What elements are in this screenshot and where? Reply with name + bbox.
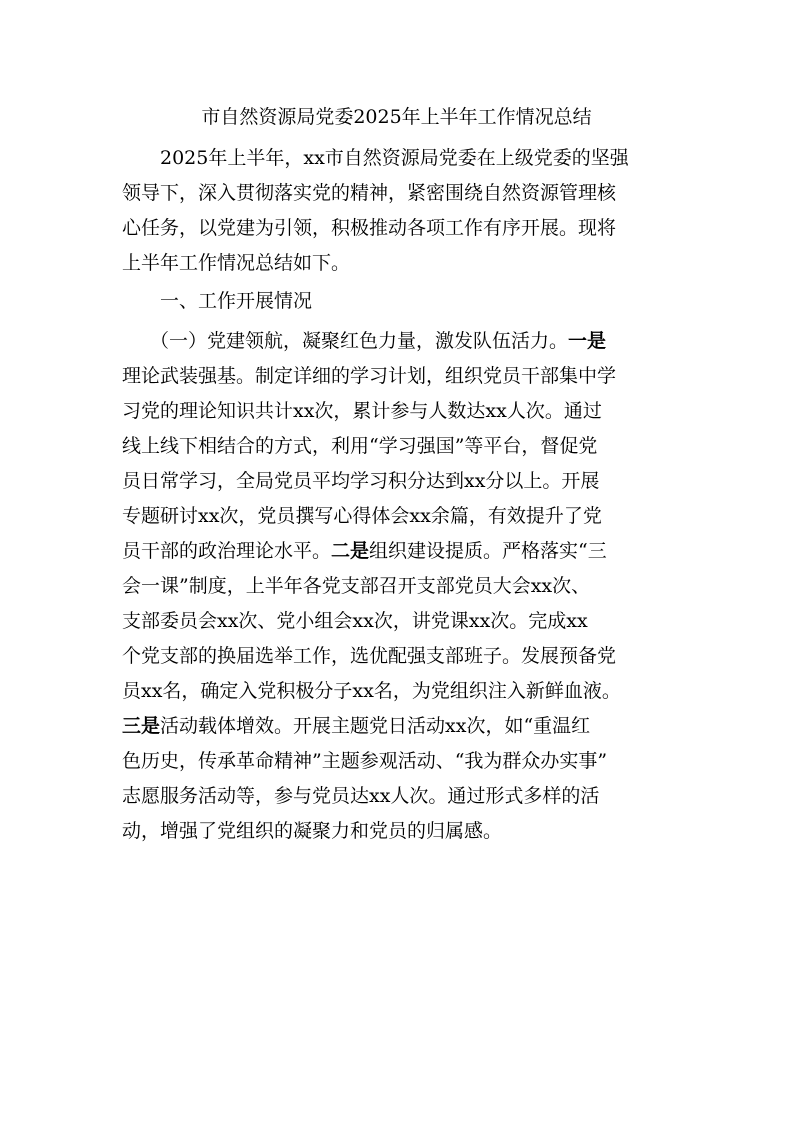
document-title: 市自然资源局党委2025年上半年工作情况总结 xyxy=(201,106,592,128)
paragraph-2-line-6: 专题研讨xx次，党员撰写心得体会xx余篇，有效提升了党 xyxy=(122,505,602,527)
paragraph-2-line-4: 线上线下相结合的方式，利用“学习强国”等平台，督促党 xyxy=(122,435,598,457)
paragraph-1-line-2: 领导下，深入贯彻落实党的精神，紧密围绕自然资源管理核 xyxy=(122,182,617,204)
paragraph-2-line-1 xyxy=(150,328,606,354)
paragraph-2-line-14: 志愿服务活动等，参与党员达xx人次。通过形式多样的活 xyxy=(122,785,600,807)
paragraph-2-line-5: 员日常学习，全局党员平均学习积分达到xx分以上。开展 xyxy=(122,470,600,492)
paragraph-2-line-9: 支部委员会xx次、党小组会xx次，讲党课xx次。完成xx xyxy=(122,610,588,632)
paragraph-2-line-13: 色历史，传承革命精神”主题参观活动、“我为群众办实事” xyxy=(122,750,608,772)
paragraph-2-line-7 xyxy=(122,538,607,564)
paragraph-2-line-15: 动，增强了党组织的凝聚力和党员的归属感。 xyxy=(122,820,503,842)
paragraph-2-line-2: 理论武装强基。制定详细的学习计划，组织党员干部集中学 xyxy=(122,365,617,387)
paragraph-1-line-3: 心任务，以党建为引领，积极推动各项工作有序开展。现将 xyxy=(122,217,617,239)
paragraph-1-line-1: 2025年上半年，xx市自然资源局党委在上级党委的坚强 xyxy=(160,147,629,169)
line-12-text-b: 活动载体增效。开展主题党日活动xx次，如“重温红 xyxy=(160,715,591,737)
paragraph-2-line-10: 个党支部的换届选举工作，选优配强支部班子。发展预备党 xyxy=(122,645,617,667)
line-7-text-c: 组织建设提质。严格落实“三 xyxy=(369,540,607,562)
paragraph-2-line-11: 员xx名，确定入党积极分子xx名，为党组织注入新鲜血液。 xyxy=(122,680,621,702)
paragraph-1-line-4: 上半年工作情况总结如下。 xyxy=(122,252,351,274)
bold-marker-1: 一是 xyxy=(568,330,607,352)
section-heading: 一、工作开展情况 xyxy=(160,290,313,312)
bold-marker-2: 二是 xyxy=(331,540,370,562)
paragraph-2-line-8: 会一课”制度，上半年各党支部召开支部党员大会xx次、 xyxy=(122,575,591,597)
paragraph-2-line-3: 习党的理论知识共计xx次，累计参与人数达xx人次。通过 xyxy=(122,400,602,422)
bold-marker-3: 三是 xyxy=(122,715,161,737)
paragraph-2-line-12 xyxy=(122,713,590,739)
line-7-text-a: 员干部的政治理论水平。 xyxy=(122,540,332,562)
subsection-heading: （一）党建领航，凝聚红色力量，激发队伍活力。 xyxy=(150,330,569,352)
